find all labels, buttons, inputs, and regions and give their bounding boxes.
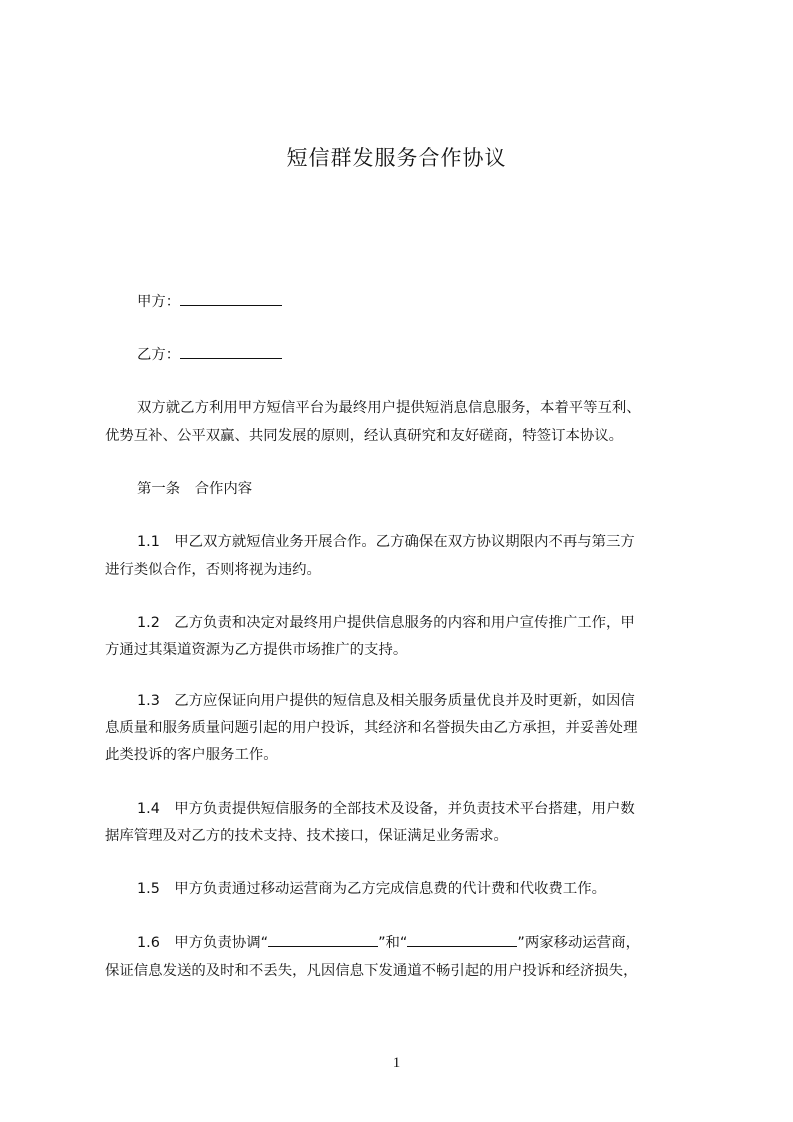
clause-1-2-line-2: 方通过其渠道资源为乙方提供市场推广的支持。 — [105, 642, 408, 658]
clause-1-2-line-1: 1.2 乙方负责和决定对最终用户提供信息服务的内容和用户宣传推广工作，甲 — [137, 615, 635, 631]
party-b-line — [137, 345, 737, 365]
operator-blank-2 — [407, 934, 517, 947]
party-a-blank — [180, 293, 282, 306]
clause-1-6-middle: ”和“ — [378, 935, 408, 951]
clause-1-1-line-1: 1.1 甲乙双方就短信业务开展合作。乙方确保在双方协议期限内不再与第三方 — [137, 534, 635, 550]
party-b-label: 乙方： — [137, 347, 181, 363]
clause-1-4-line-1: 1.4 甲方负责提供短信服务的全部技术及设备，并负责技术平台搭建，用户数 — [137, 801, 635, 817]
party-a-line — [137, 292, 737, 312]
document-title: 短信群发服务合作协议 — [286, 146, 507, 170]
clause-1-3-line-1: 1.3 乙方应保证向用户提供的短信息及相关服务质量优良并及时更新，如因信 — [137, 693, 635, 709]
clause-1-4-line-2: 据库管理及对乙方的技术支持、技术接口，保证满足业务需求。 — [105, 828, 508, 844]
clause-1-1-line-2: 进行类似合作，否则将视为违约。 — [105, 562, 321, 578]
operator-blank-1 — [268, 934, 378, 947]
intro-line-1: 双方就乙方利用甲方短信平台为最终用户提供短消息信息服务，本着平等互利、 — [137, 400, 641, 416]
party-b-blank — [180, 346, 282, 359]
clause-1-6-line-2: 保证信息发送的及时和不丢失，凡因信息下发通道不畅引起的用户投诉和经济损失， — [105, 963, 638, 979]
article-1-heading: 第一条 合作内容 — [137, 481, 253, 497]
clause-1-6-prefix: 1.6 甲方负责协调“ — [137, 935, 269, 951]
page-number: 1 — [392, 1055, 401, 1071]
clause-1-5: 1.5 甲方负责通过移动运营商为乙方完成信息费的代计费和代收费工作。 — [137, 881, 606, 897]
intro-line-2: 优势互补、公平双赢、共同发展的原则，经认真研究和友好磋商，特签订本协议。 — [105, 428, 624, 444]
clause-1-6-line-1 — [137, 933, 737, 953]
clause-1-6-suffix: ”两家移动运营商， — [517, 935, 640, 951]
clause-1-3-line-2: 息质量和服务质量问题引起的用户投诉，其经济和名誉损失由乙方承担，并妥善处理 — [105, 720, 638, 736]
clause-1-3-line-3: 此类投诉的客户服务工作。 — [105, 747, 278, 763]
party-a-label: 甲方： — [137, 294, 181, 310]
